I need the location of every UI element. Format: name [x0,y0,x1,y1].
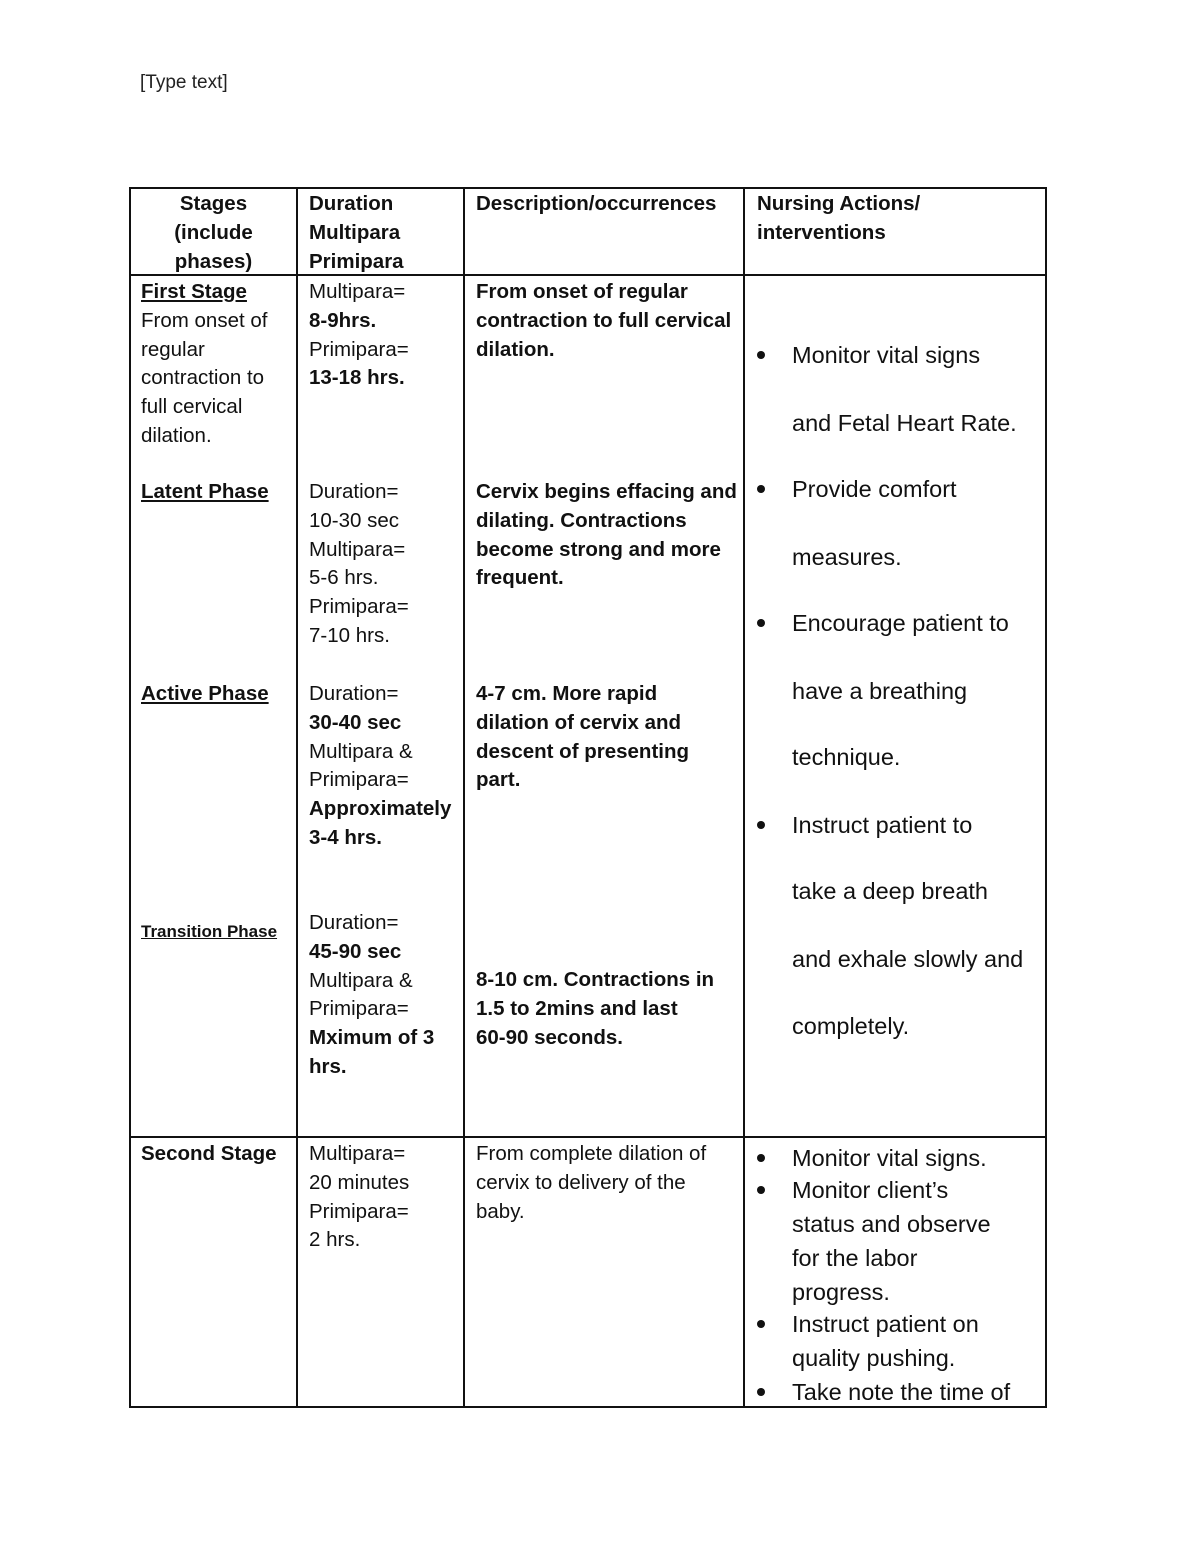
first-stage-description: From onset of regular contraction to full cervical dilation. [476,280,732,361]
bullet-icon [757,485,765,493]
header-duration: Duration Multipara Primipara [309,192,404,273]
second-stage-description: From complete dilation of cervix to delivery of the baby. [476,1142,707,1223]
table-border-right [1045,187,1047,1408]
bullet-icon [757,1320,765,1328]
table-col-divider-3 [743,187,745,1408]
first-stage-title: First Stage [141,280,247,303]
active-phase-description: 4-7 cm. More rapid dilation of cervix and descent of presenting part. [476,682,690,792]
latent-phase-duration: Duration= 10-30 sec Multipara= 5-6 hrs. Primipara= 7-10 hrs. [309,480,409,647]
latent-phase-description: Cervix begins effacing and dilating. Contractions become strong and more frequent. [476,480,737,590]
bullet-icon [757,1388,765,1396]
second-stage-duration: Multipara= 20 minutes Primipara= 2 hrs. [309,1142,410,1252]
bullet-icon [757,821,765,829]
header-nursing-actions: Nursing Actions/ interventions [757,192,921,244]
active-phase-duration: Duration= 30-40 sec Multipara & Primipara= Approximately 3-4 hrs. [309,682,452,849]
header-description: Description/occurrences [476,192,717,215]
second-stage-title: Second Stage [141,1142,277,1165]
latent-phase-title: Latent Phase [141,480,269,503]
table-row-divider [129,1136,1047,1138]
header-stages: Stages (include phases) [174,192,253,273]
first-stage-cell: First Stage From onset of regular contraction to full cervical dilation. [141,280,268,447]
page-header: [Type text] [140,72,228,93]
bullet-icon [757,619,765,627]
bullet-icon [757,1186,765,1194]
first-stage-duration: Multipara= 8-9hrs. Primipara= 13-18 hrs. [309,280,409,390]
transition-phase-title: Transition Phase [141,922,278,941]
transition-phase-duration: Duration= 45-90 sec Multipara & Primipara= Mximum of 3 hrs. [309,911,435,1078]
active-phase-title: Active Phase [141,682,269,705]
transition-phase-description: 8-10 cm. Contractions in 1.5 to 2mins and last 60-90 seconds. [476,968,715,1049]
table-border-left [129,187,131,1408]
table-col-divider-2 [463,187,465,1408]
bullet-icon [757,351,765,359]
table-border-top [129,187,1047,189]
table-col-divider-1 [296,187,298,1408]
bullet-icon [757,1154,765,1162]
